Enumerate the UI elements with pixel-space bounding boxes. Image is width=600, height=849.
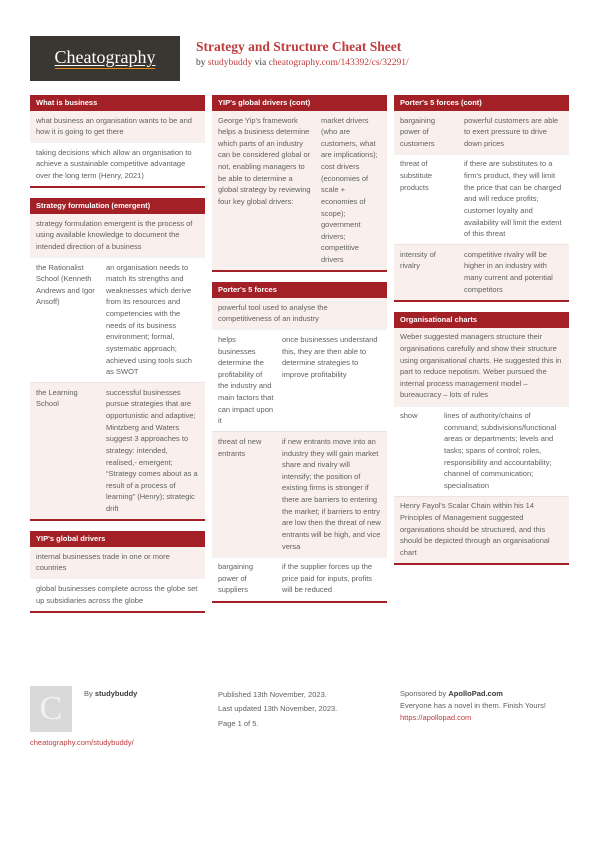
table-row — [212, 431, 387, 556]
sheet-columns — [30, 95, 570, 613]
sponsor-line — [400, 688, 570, 700]
sponsor-prefix: Sponsored by — [400, 689, 447, 698]
table-row — [394, 244, 569, 300]
via-label: via — [254, 57, 267, 68]
section-header: Organisational charts — [394, 312, 569, 328]
page-footer — [30, 686, 570, 749]
section-yip-s-global-drivers — [30, 531, 205, 613]
section-organisational-charts — [394, 312, 569, 565]
row-text-cell: Henry Fayol's Scalar Chain within his 14 Principles of Management suggested organisations should be structured, and this should be depicted through an organisational chart — [400, 501, 550, 557]
footer-profile-link[interactable]: cheatography.com/studybuddy/ — [30, 738, 134, 747]
table-row — [212, 298, 387, 329]
table-row — [30, 382, 205, 519]
row-value-cell: lines of authority/chains of command; subdivisions/functional areas or departments; levels and tasks; spans of control; roles, responsibility and accountability; channel of communication; specialisation — [444, 411, 557, 490]
row-value-cell: once businesses understand this, they are then able to determine strategies to improve profitability — [282, 334, 378, 379]
sponsor-name: ApolloPad.com — [448, 689, 503, 698]
row-text-cell: strategy formulation emergent is the process of using available knowledge to document the intended direction of a business — [36, 218, 193, 251]
section-header: YIP's global drivers — [30, 531, 205, 547]
row-label-cell: helps businesses determine the profitability of the industry and main factors that can impact upon it — [218, 334, 274, 426]
cheatography-c-logo[interactable] — [30, 686, 72, 732]
row-value-cell: if new entrants move into an industry they will gain market share and rivalry will intensify; the position of existing firms is stronger if there are barriers to entering the market; if barriers to entry are low then the threat of new entrants will be high, and vice versa — [282, 436, 381, 551]
footer-byline — [84, 686, 137, 732]
row-value-cell: an organisation needs to match its strengths and weaknesses which derive from its resources and competencies with the needs of its business environment; formal, systematic approach; achieved using tools such as SWOT — [106, 262, 192, 377]
section-header: Strategy formulation (emergent) — [30, 198, 205, 214]
section-strategy-formulation-emergent — [30, 198, 205, 521]
footer-by-label: By — [84, 689, 93, 698]
sponsor-tagline: Everyone has a novel in them. Finish Yours! — [400, 700, 546, 710]
footer-sponsor-block — [400, 686, 570, 749]
row-label-cell: intensity of rivalry — [400, 249, 436, 271]
row-value-cell: if there are substitutes to a firm's product, they will limit the price that can be charged and will reduce profits; customer loyalty and availability will limit the extent of this threat — [464, 159, 562, 239]
row-text-cell: what business an organisation wants to be and how it is going to get there — [36, 115, 192, 137]
cheatography-logo[interactable] — [30, 36, 180, 81]
row-text-cell: global businesses complete across the globe set up subsidiaries across the globe — [36, 583, 198, 605]
row-text-cell: internal businesses trade in one or more countries — [36, 551, 170, 573]
c-logo-letter: C — [39, 690, 63, 727]
footer-author: studybuddy — [94, 689, 138, 698]
table-row — [394, 111, 569, 154]
row-label-cell: bargaining power of customers — [400, 115, 436, 148]
byline-prefix: by — [196, 57, 206, 68]
section-header: Porter's 5 forces (cont) — [394, 95, 569, 111]
row-label-cell: George Yip's framework helps a business determine which parts of an industry can be considered global or not, enabling managers to be able to determine a global strategy by reviewing four key global drivers: — [218, 115, 311, 206]
section-porter-s-5-forces-cont — [394, 95, 569, 302]
table-row — [30, 257, 205, 382]
sponsor-link[interactable]: https://apollopad.com — [400, 713, 472, 723]
cheatography-logo-text: Cheatography — [54, 47, 156, 67]
row-label-cell: threat of new entrants — [218, 436, 262, 458]
column-3 — [394, 95, 569, 565]
table-row — [30, 214, 205, 257]
table-row — [394, 406, 569, 496]
section-header: YIP's global drivers (cont) — [212, 95, 387, 111]
section-header: What is business — [30, 95, 205, 111]
row-value-cell: successful businesses pursue strategies that are opportunistic and adaptive; Mintzberg and Waters suggest 3 approaches to strategy: intended, realised,- emergent; “Strategy comes about as a result of a process of learning” (Henry); strategic drift — [106, 387, 198, 513]
footer-meta-block — [218, 686, 400, 749]
page-header — [30, 36, 570, 81]
table-row — [394, 154, 569, 244]
table-row — [30, 547, 205, 578]
row-label-cell: threat of substitute products — [400, 159, 433, 192]
row-text-cell: taking decisions which allow an organisation to achieve a sustainable competitive advantage over the long term (Henry, 2021) — [36, 147, 192, 180]
header-title-block — [196, 36, 409, 68]
column-2 — [212, 95, 387, 603]
table-row — [212, 557, 387, 601]
page-number: Page 1 of 5. — [218, 718, 259, 728]
published-date: Published 13th November, 2023. — [218, 690, 327, 699]
section-what-is-business — [30, 95, 205, 188]
updated-date: Last updated 13th November, 2023. — [218, 704, 338, 714]
table-row — [30, 578, 205, 610]
author-link[interactable]: studybuddy — [207, 57, 253, 68]
table-row — [30, 142, 205, 186]
byline — [196, 58, 409, 68]
row-value-cell: if the supplier forces up the price paid for inputs, profits will be reduced — [282, 562, 373, 595]
sheet-url-link[interactable]: cheatography.com/143392/cs/32291/ — [268, 57, 409, 68]
table-row — [394, 328, 569, 406]
table-row — [30, 111, 205, 142]
row-label-cell: the Rationalist School (Kenneth Andrews and Igor Ansoff) — [36, 262, 95, 307]
column-1 — [30, 95, 205, 613]
section-header: Porter's 5 forces — [212, 282, 387, 298]
section-yip-s-global-drivers-cont — [212, 95, 387, 272]
row-label-cell: show — [400, 411, 418, 420]
row-text-cell: powerful tool used to analyse the competitiveness of an industry — [218, 302, 328, 324]
section-porter-s-5-forces — [212, 282, 387, 602]
row-value-cell: competitive rivalry will be higher in an industry with many current and potential competitors — [464, 249, 553, 294]
row-value-cell: market drivers (who are customers, what are implications); cost drivers (economies of scale + economies of scope); government drivers; competitive drivers — [321, 115, 378, 264]
footer-author-block — [30, 686, 218, 749]
table-row — [212, 329, 387, 431]
table-row — [394, 496, 569, 563]
row-label-cell: the Learning School — [36, 387, 78, 409]
table-row — [212, 111, 387, 270]
row-value-cell: powerful customers are able to exert pressure to drive down prices — [464, 115, 559, 148]
page-title: Strategy and Structure Cheat Sheet — [196, 39, 402, 54]
row-label-cell: bargaining power of suppliers — [218, 562, 254, 595]
row-text-cell: Weber suggested managers structure their organisations carefully and show their structure using organisational charts. He suggested this in part to reduce nepotism. Weber pursued the internal process management model – bureaucracy – lots of rules — [400, 332, 562, 400]
